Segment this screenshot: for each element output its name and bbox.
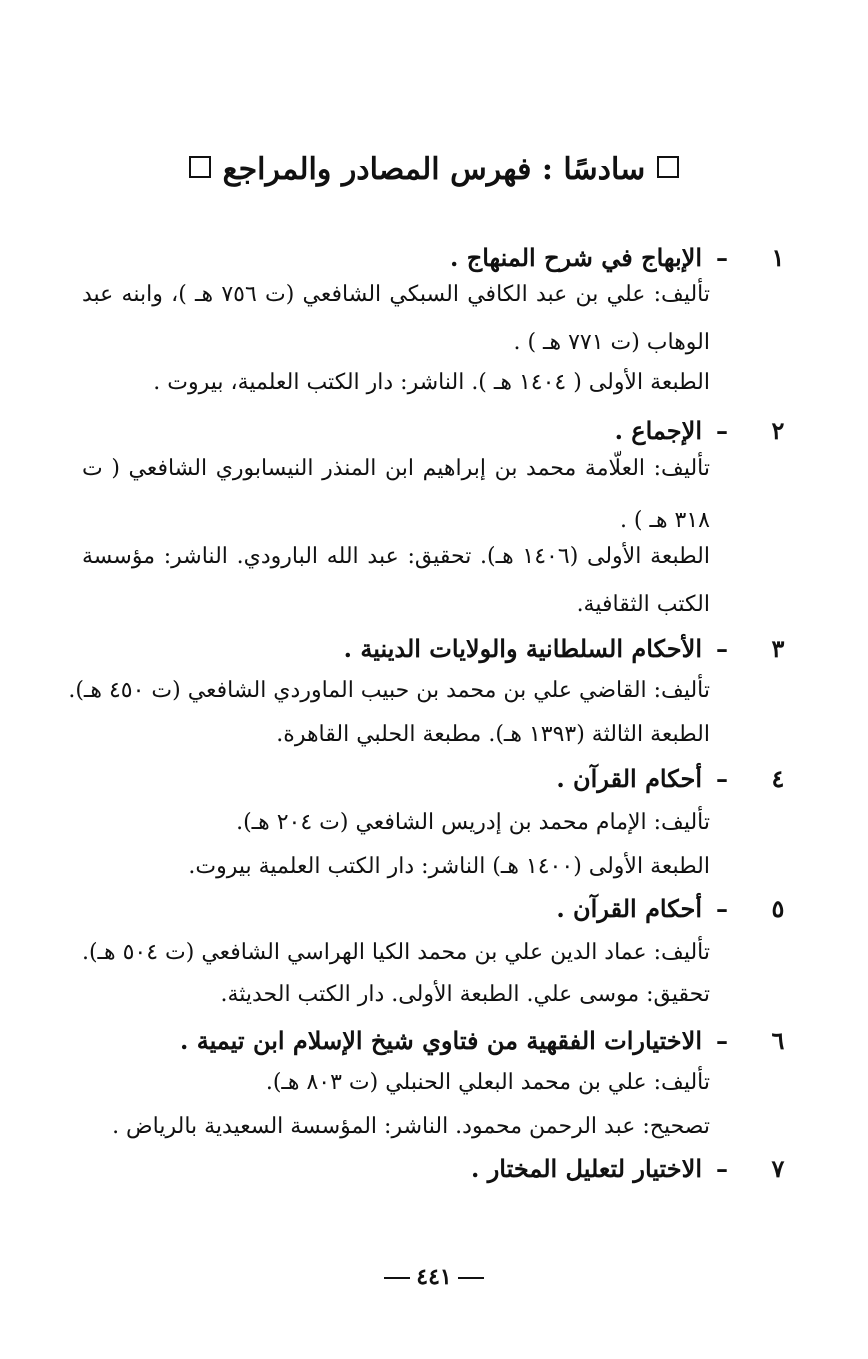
page-number-text: ٤٤١: [416, 1264, 452, 1290]
entry-line: الطبعة الأولى (١٤٠٠ هـ) الناشر: دار الكتب العلمية بيروت.: [188, 854, 710, 879]
entry-line: تأليف: عماد الدين علي بن محمد الكيا الهراسي الشافعي (ت ٥٠٤ هـ).: [81, 940, 710, 965]
entry-line: تأليف: علي بن محمد البعلي الحنبلي (ت ٨٠٣ هـ).: [265, 1070, 710, 1095]
entry-number: ١: [771, 243, 785, 272]
entry-number: ٥: [771, 894, 785, 923]
entry-line: الطبعة الأولى (١٤٠٦ هـ). تحقيق: عبد الله البارودي. الناشر: مؤسسة: [82, 544, 710, 569]
entry-title: –الاختيارات الفقهية من فتاوي شيخ الإسلام ابن تيمية .: [179, 1026, 728, 1055]
entry-title: –الأحكام السلطانية والولايات الدينية .: [343, 634, 728, 663]
entry-line: الطبعة الثالثة (١٣٩٣ هـ). مطبعة الحلبي القاهرة.: [276, 722, 710, 747]
page-number: [334, 1262, 534, 1292]
entry-number: ٦: [771, 1026, 785, 1055]
entry-number: ٤: [771, 764, 785, 793]
entry-line: ٣١٨ هـ ) .: [619, 508, 710, 533]
entry-line: تأليف: علي بن عبد الكافي السبكي الشافعي (ت ٧٥٦ هـ )، وابنه عبد: [82, 282, 710, 307]
entry-title: –أحكام القرآن .: [556, 764, 728, 793]
entry-title: –الإبهاج في شرح المنهاج .: [450, 243, 728, 272]
square-ornament-icon: [189, 156, 211, 178]
entry-number: ٣: [771, 634, 785, 663]
entry-line: الوهاب (ت ٧٧١ هـ ) .: [513, 330, 710, 355]
entry-line: تأليف: العلّامة محمد بن إبراهيم ابن المنذر النيسابوري الشافعي ( ت: [82, 456, 710, 481]
section-heading-text: سادسًا : فهرس المصادر والمراجع: [222, 152, 646, 187]
entry-line: تصحيح: عبد الرحمن محمود. الناشر: المؤسسة السعيدية بالرياض .: [112, 1114, 710, 1139]
footer-rule: [384, 1277, 410, 1279]
entry-title: –الإجماع .: [614, 416, 728, 445]
entry-title: –الاختيار لتعليل المختار .: [471, 1154, 728, 1183]
entry-line: تأليف: القاضي علي بن محمد بن حبيب الماوردي الشافعي (ت ٤٥٠ هـ).: [68, 678, 710, 703]
entry-line: الطبعة الأولى ( ١٤٠٤ هـ ). الناشر: دار الكتب العلمية، بيروت .: [153, 370, 710, 395]
entry-line: تحقيق: موسى علي. الطبعة الأولى. دار الكتب الحديثة.: [220, 982, 710, 1007]
entry-number: ٧: [771, 1154, 785, 1183]
square-ornament-icon: [657, 156, 679, 178]
entry-line: تأليف: الإمام محمد بن إدريس الشافعي (ت ٢٠٤ هـ).: [236, 810, 710, 835]
entry-line: الكتب الثقافية.: [576, 592, 710, 617]
footer-rule: [458, 1277, 484, 1279]
section-heading: [150, 148, 718, 192]
entry-number: ٢: [771, 416, 785, 445]
entry-title: –أحكام القرآن .: [556, 894, 728, 923]
